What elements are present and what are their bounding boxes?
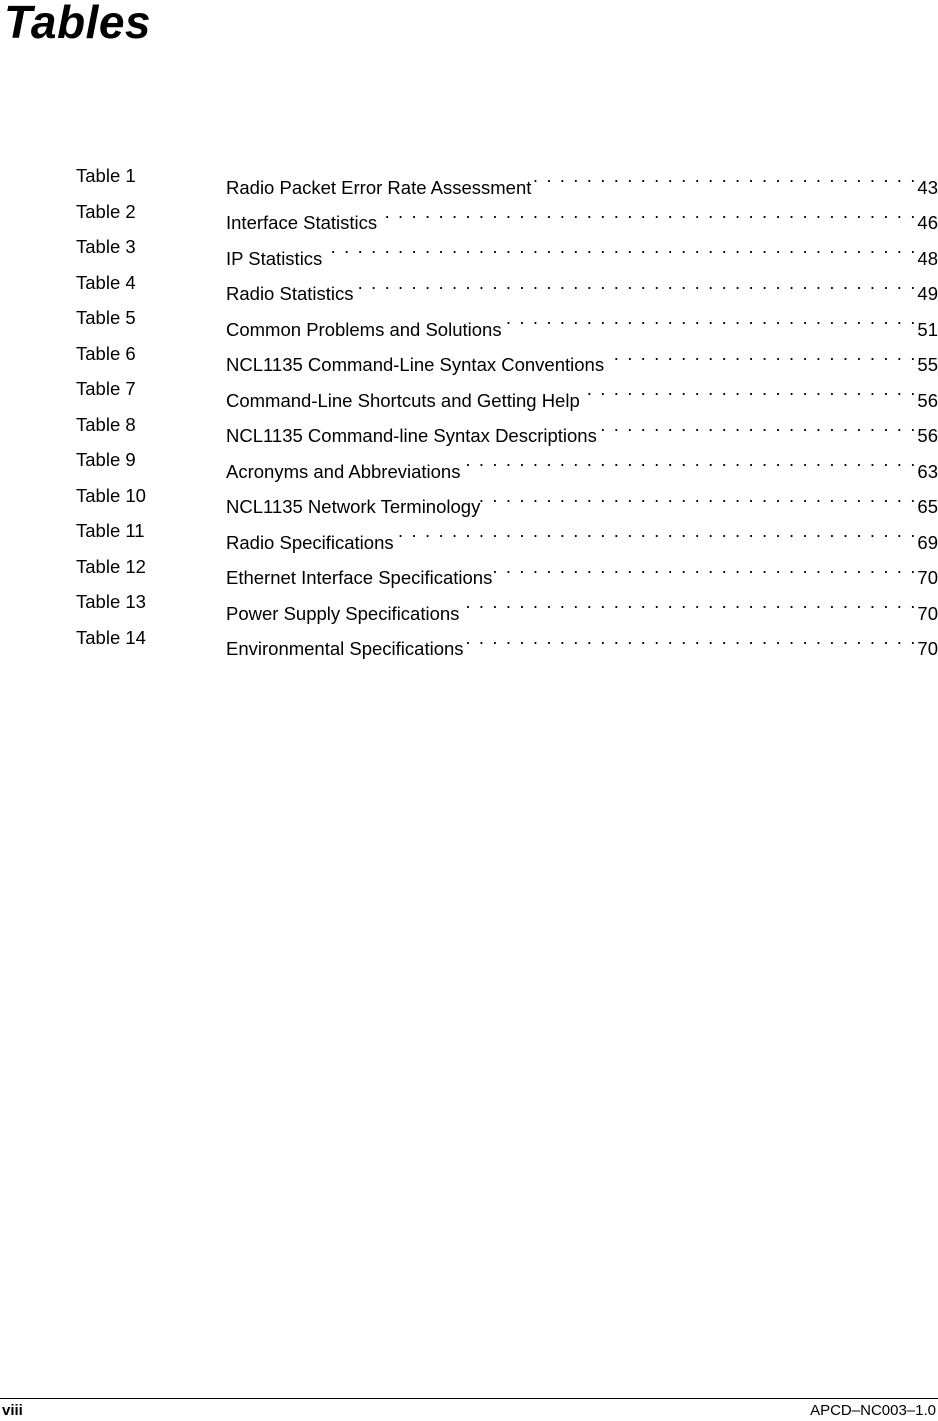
toc-row[interactable]	[76, 265, 938, 304]
toc-dot-leader	[531, 158, 915, 194]
toc-table-number: Table 2	[76, 200, 136, 222]
footer-page-number: viii	[2, 1402, 23, 1419]
toc-dot-leader	[480, 478, 915, 514]
footer-divider	[0, 1398, 938, 1399]
toc-page-number[interactable]: 55	[917, 354, 938, 375]
toc-page-number[interactable]: 63	[917, 460, 938, 482]
toc-table-title[interactable]: Radio Specifications	[226, 531, 394, 553]
toc-table-title[interactable]: NCL1135 Command-Line Syntax Conventions	[226, 354, 605, 375]
toc-dot-leader	[322, 229, 915, 265]
toc-table-title[interactable]: Ethernet Interface Specifications	[226, 567, 493, 588]
toc-row[interactable]	[76, 513, 938, 553]
toc-table-title[interactable]: Acronyms and Abbreviations	[226, 460, 461, 482]
toc-dot-leader	[394, 513, 916, 549]
toc-table-number: Table 1	[76, 165, 136, 186]
toc-row[interactable]	[76, 407, 938, 446]
toc-page-number[interactable]: 56	[917, 389, 938, 411]
toc-page-number[interactable]: 70	[917, 638, 938, 659]
toc-table-number: Table 12	[76, 555, 146, 577]
toc-page-number[interactable]: 48	[917, 247, 938, 269]
toc-table-title[interactable]: Interface Statistics	[226, 212, 378, 233]
toc-row[interactable]	[76, 300, 938, 340]
toc-page-number[interactable]: 69	[917, 531, 938, 553]
toc-dot-leader	[354, 265, 916, 301]
toc-row[interactable]	[76, 549, 938, 588]
toc-dot-leader	[377, 194, 915, 230]
toc-row[interactable]	[76, 229, 938, 269]
toc-table-title[interactable]: NCL1135 Network Terminology	[226, 496, 481, 517]
toc-table-title[interactable]: IP Statistics	[226, 247, 323, 269]
table-of-tables	[76, 158, 938, 659]
toc-page-number[interactable]: 70	[917, 567, 938, 588]
toc-table-number: Table 9	[76, 449, 136, 470]
toc-dot-leader	[464, 620, 916, 656]
footer-document-id: APCD–NC003–1.0	[810, 1402, 936, 1419]
toc-dot-leader	[492, 549, 915, 585]
toc-table-title[interactable]: Environmental Specifications	[226, 638, 464, 659]
toc-table-number: Table 10	[76, 484, 146, 506]
toc-row[interactable]	[76, 620, 938, 659]
toc-table-title[interactable]: Radio Packet Error Rate Assessment	[226, 176, 532, 198]
page-title: Tables	[4, 0, 152, 48]
toc-dot-leader	[597, 407, 916, 443]
toc-page-number[interactable]: 65	[917, 496, 938, 517]
toc-table-title[interactable]: Power Supply Specifications	[226, 602, 460, 624]
toc-row[interactable]	[76, 442, 938, 482]
toc-table-number: Table 6	[76, 342, 136, 364]
toc-page-number[interactable]: 49	[917, 283, 938, 304]
toc-page-number[interactable]: 56	[917, 425, 938, 446]
toc-table-title[interactable]: Command-Line Shortcuts and Getting Help	[226, 389, 580, 411]
toc-dot-leader	[502, 300, 916, 336]
toc-table-number: Table 4	[76, 271, 136, 293]
toc-page-number[interactable]: 43	[917, 176, 938, 198]
toc-row[interactable]	[76, 336, 938, 375]
toc-table-number: Table 8	[76, 413, 136, 435]
toc-page-number[interactable]: 70	[917, 602, 938, 624]
toc-row[interactable]	[76, 584, 938, 624]
toc-row[interactable]	[76, 158, 938, 198]
toc-table-title[interactable]: Common Problems and Solutions	[226, 318, 502, 340]
toc-dot-leader	[580, 371, 916, 407]
toc-dot-leader	[604, 336, 915, 372]
toc-row[interactable]	[76, 194, 938, 233]
toc-table-number: Table 5	[76, 307, 136, 328]
toc-table-number: Table 11	[76, 520, 145, 541]
toc-page-number[interactable]: 51	[917, 318, 938, 340]
toc-table-number: Table 13	[76, 591, 146, 612]
toc-table-number: Table 7	[76, 378, 136, 399]
toc-table-number: Table 14	[76, 626, 146, 648]
toc-row[interactable]	[76, 478, 938, 517]
toc-page-number[interactable]: 46	[917, 212, 938, 233]
toc-dot-leader	[460, 442, 915, 478]
toc-dot-leader	[459, 584, 915, 620]
toc-table-title[interactable]: NCL1135 Command-line Syntax Descriptions	[226, 425, 597, 446]
toc-table-title[interactable]: Radio Statistics	[226, 283, 354, 304]
toc-table-number: Table 3	[76, 236, 136, 257]
toc-row[interactable]	[76, 371, 938, 411]
